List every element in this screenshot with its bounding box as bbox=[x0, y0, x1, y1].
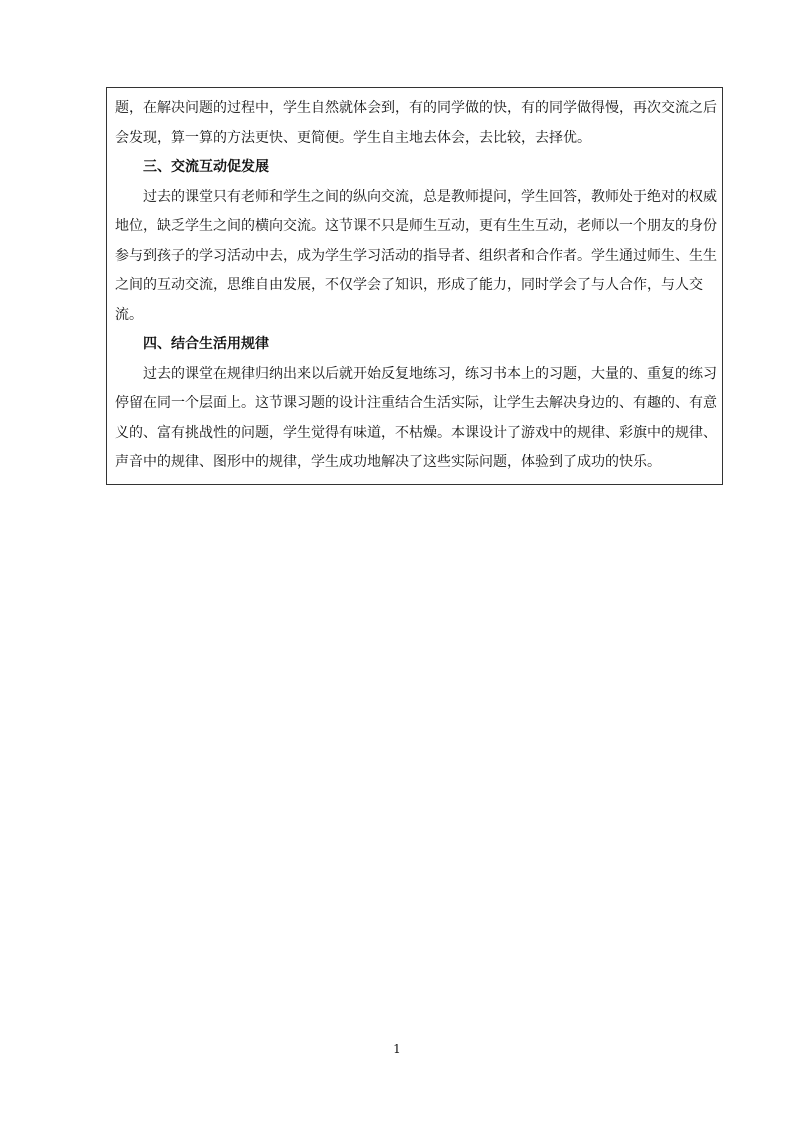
paragraph-line: 流。 bbox=[115, 306, 143, 323]
page-number: 1 bbox=[393, 1042, 401, 1056]
section-heading: 三、交流互动促发展 bbox=[143, 159, 269, 175]
paragraph-line: 之间的互动交流，思维自由发展，不仅学会了知识，形成了能力，同时学会了与人合作，与人交 bbox=[115, 277, 703, 293]
content-table-cell bbox=[106, 87, 723, 485]
paragraph-line: 参与到孩子的学习活动中去，成为学生学习活动的指导者、组织者和合作者。学生通过师生、生生 bbox=[115, 247, 717, 264]
paragraph-line: 地位，缺乏学生之间的横向交流。这节课不只是师生互动，更有生生互动，老师以一个朋友的身份 bbox=[115, 218, 717, 234]
paragraph-line: 题，在解决问题的过程中，学生自然就体会到，有的同学做的快，有的同学做得慢，再次交流之后 bbox=[115, 100, 717, 116]
paragraph-line: 停留在同一个层面上。这节课习题的设计注重结合生活实际，让学生去解决身边的、有趣的、有意 bbox=[115, 395, 717, 411]
section-heading: 四、结合生活用规律 bbox=[143, 336, 269, 352]
paragraph-line: 会发现，算一算的方法更快、更简便。学生自主地去体会，去比较，去择优。 bbox=[115, 129, 591, 146]
paragraph-line: 声音中的规律、图形中的规律，学生成功地解决了这些实际问题，体验到了成功的快乐。 bbox=[115, 454, 661, 470]
paragraph-line: 过去的课堂在规律归纳出来以后就开始反复地练习，练习书本上的习题，大量的、重复的练习 bbox=[143, 365, 717, 382]
paragraph-line: 义的、富有挑战性的问题，学生觉得有味道，不枯燥。本课设计了游戏中的规律、彩旗中的规律、 bbox=[115, 424, 717, 441]
paragraph-line: 过去的课堂只有老师和学生之间的纵向交流，总是教师提问，学生回答，教师处于绝对的权威 bbox=[143, 188, 717, 205]
